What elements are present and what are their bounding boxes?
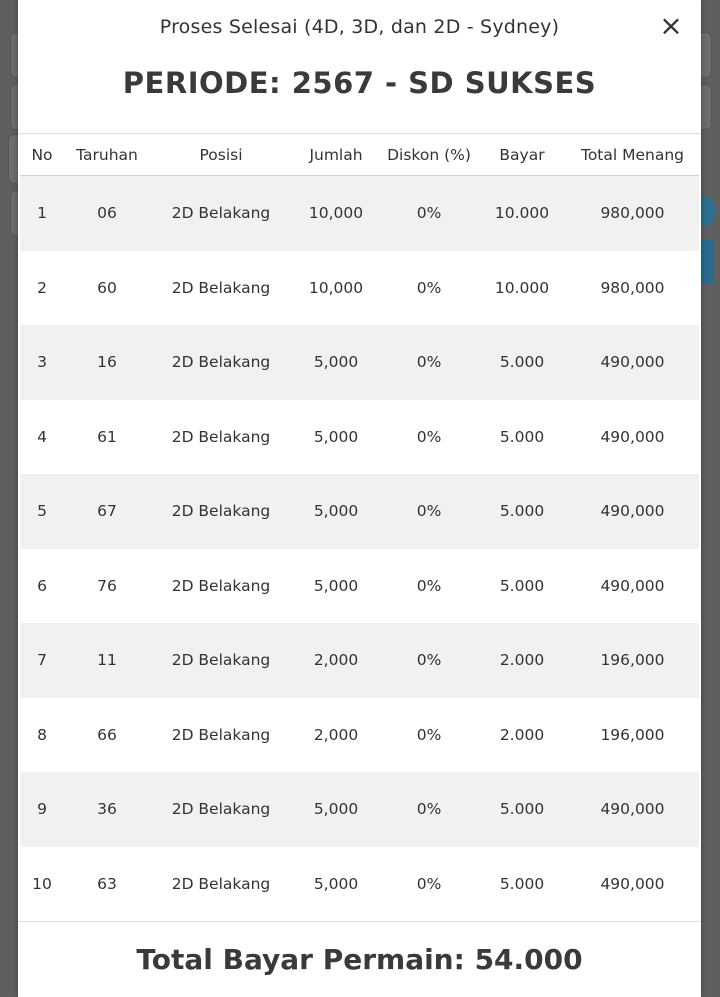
header-taruhan: Taruhan bbox=[64, 134, 150, 176]
cell-taruhan: 61 bbox=[64, 400, 150, 475]
modal-title: Proses Selesai (4D, 3D, dan 2D - Sydney) bbox=[159, 16, 560, 38]
table-row bbox=[20, 549, 699, 624]
cell-diskon: 0% bbox=[380, 847, 478, 922]
table-row bbox=[20, 325, 699, 400]
header-jumlah: Jumlah bbox=[292, 134, 380, 176]
cell-no: 1 bbox=[20, 176, 64, 251]
cell-no: 2 bbox=[20, 251, 64, 326]
cell-posisi: 2D Belakang bbox=[150, 251, 292, 326]
cell-jumlah: 5,000 bbox=[292, 400, 380, 475]
cell-no: 9 bbox=[20, 772, 64, 847]
table-row bbox=[20, 623, 699, 698]
cell-jumlah: 5,000 bbox=[292, 474, 380, 549]
header-diskon: Diskon (%) bbox=[380, 134, 478, 176]
cell-jumlah: 10,000 bbox=[292, 176, 380, 251]
cell-diskon: 0% bbox=[380, 474, 478, 549]
cell-no: 7 bbox=[20, 623, 64, 698]
close-icon[interactable]: × bbox=[659, 9, 683, 42]
table-row bbox=[20, 847, 699, 922]
cell-posisi: 2D Belakang bbox=[150, 772, 292, 847]
cell-taruhan: 76 bbox=[64, 549, 150, 624]
cell-jumlah: 10,000 bbox=[292, 251, 380, 326]
cell-taruhan: 67 bbox=[64, 474, 150, 549]
process-complete-modal bbox=[18, 0, 701, 997]
cell-bayar: 5.000 bbox=[478, 549, 566, 624]
table-row bbox=[20, 251, 699, 326]
cell-jumlah: 2,000 bbox=[292, 698, 380, 773]
cell-posisi: 2D Belakang bbox=[150, 623, 292, 698]
cell-no: 6 bbox=[20, 549, 64, 624]
cell-taruhan: 63 bbox=[64, 847, 150, 922]
results-table bbox=[20, 134, 699, 921]
cell-diskon: 0% bbox=[380, 251, 478, 326]
cell-bayar: 5.000 bbox=[478, 325, 566, 400]
cell-diskon: 0% bbox=[380, 176, 478, 251]
cell-posisi: 2D Belakang bbox=[150, 847, 292, 922]
cell-taruhan: 16 bbox=[64, 325, 150, 400]
table-row bbox=[20, 474, 699, 549]
cell-diskon: 0% bbox=[380, 698, 478, 773]
cell-bayar: 2.000 bbox=[478, 698, 566, 773]
cell-total-menang: 980,000 bbox=[566, 176, 699, 251]
header-no: No bbox=[20, 134, 64, 176]
cell-taruhan: 36 bbox=[64, 772, 150, 847]
table-row bbox=[20, 772, 699, 847]
cell-total-menang: 490,000 bbox=[566, 325, 699, 400]
cell-posisi: 2D Belakang bbox=[150, 400, 292, 475]
modal-header bbox=[18, 0, 701, 134]
cell-total-menang: 196,000 bbox=[566, 623, 699, 698]
cell-taruhan: 66 bbox=[64, 698, 150, 773]
header-bayar: Bayar bbox=[478, 134, 566, 176]
cell-bayar: 2.000 bbox=[478, 623, 566, 698]
cell-bayar: 10.000 bbox=[478, 251, 566, 326]
table-row bbox=[20, 400, 699, 475]
background-bar bbox=[700, 240, 714, 284]
cell-jumlah: 5,000 bbox=[292, 325, 380, 400]
cell-taruhan: 60 bbox=[64, 251, 150, 326]
table-row bbox=[20, 698, 699, 773]
cell-total-menang: 980,000 bbox=[566, 251, 699, 326]
cell-no: 5 bbox=[20, 474, 64, 549]
total-payment-label: Total Bayar Permain: 54.000 bbox=[136, 943, 583, 976]
cell-total-menang: 490,000 bbox=[566, 400, 699, 475]
header-total-menang: Total Menang bbox=[566, 134, 699, 176]
cell-taruhan: 06 bbox=[64, 176, 150, 251]
cell-bayar: 5.000 bbox=[478, 400, 566, 475]
cell-diskon: 0% bbox=[380, 549, 478, 624]
cell-jumlah: 5,000 bbox=[292, 549, 380, 624]
cell-posisi: 2D Belakang bbox=[150, 549, 292, 624]
cell-posisi: 2D Belakang bbox=[150, 698, 292, 773]
cell-jumlah: 5,000 bbox=[292, 772, 380, 847]
modal-footer bbox=[18, 921, 701, 997]
cell-no: 10 bbox=[20, 847, 64, 922]
cell-diskon: 0% bbox=[380, 400, 478, 475]
cell-diskon: 0% bbox=[380, 623, 478, 698]
cell-total-menang: 490,000 bbox=[566, 847, 699, 922]
cell-diskon: 0% bbox=[380, 325, 478, 400]
table-header-row bbox=[20, 134, 699, 176]
header-posisi: Posisi bbox=[150, 134, 292, 176]
cell-bayar: 5.000 bbox=[478, 772, 566, 847]
cell-no: 8 bbox=[20, 698, 64, 773]
cell-no: 4 bbox=[20, 400, 64, 475]
cell-total-menang: 490,000 bbox=[566, 772, 699, 847]
cell-bayar: 5.000 bbox=[478, 474, 566, 549]
cell-posisi: 2D Belakang bbox=[150, 176, 292, 251]
table-row bbox=[20, 176, 699, 251]
cell-posisi: 2D Belakang bbox=[150, 325, 292, 400]
cell-total-menang: 490,000 bbox=[566, 474, 699, 549]
periode-heading: PERIODE: 2567 - SD SUKSES bbox=[122, 66, 597, 100]
cell-total-menang: 196,000 bbox=[566, 698, 699, 773]
cell-bayar: 10.000 bbox=[478, 176, 566, 251]
cell-diskon: 0% bbox=[380, 772, 478, 847]
cell-bayar: 5.000 bbox=[478, 847, 566, 922]
cell-jumlah: 2,000 bbox=[292, 623, 380, 698]
cell-jumlah: 5,000 bbox=[292, 847, 380, 922]
cell-no: 3 bbox=[20, 325, 64, 400]
cell-total-menang: 490,000 bbox=[566, 549, 699, 624]
cell-taruhan: 11 bbox=[64, 623, 150, 698]
cell-posisi: 2D Belakang bbox=[150, 474, 292, 549]
